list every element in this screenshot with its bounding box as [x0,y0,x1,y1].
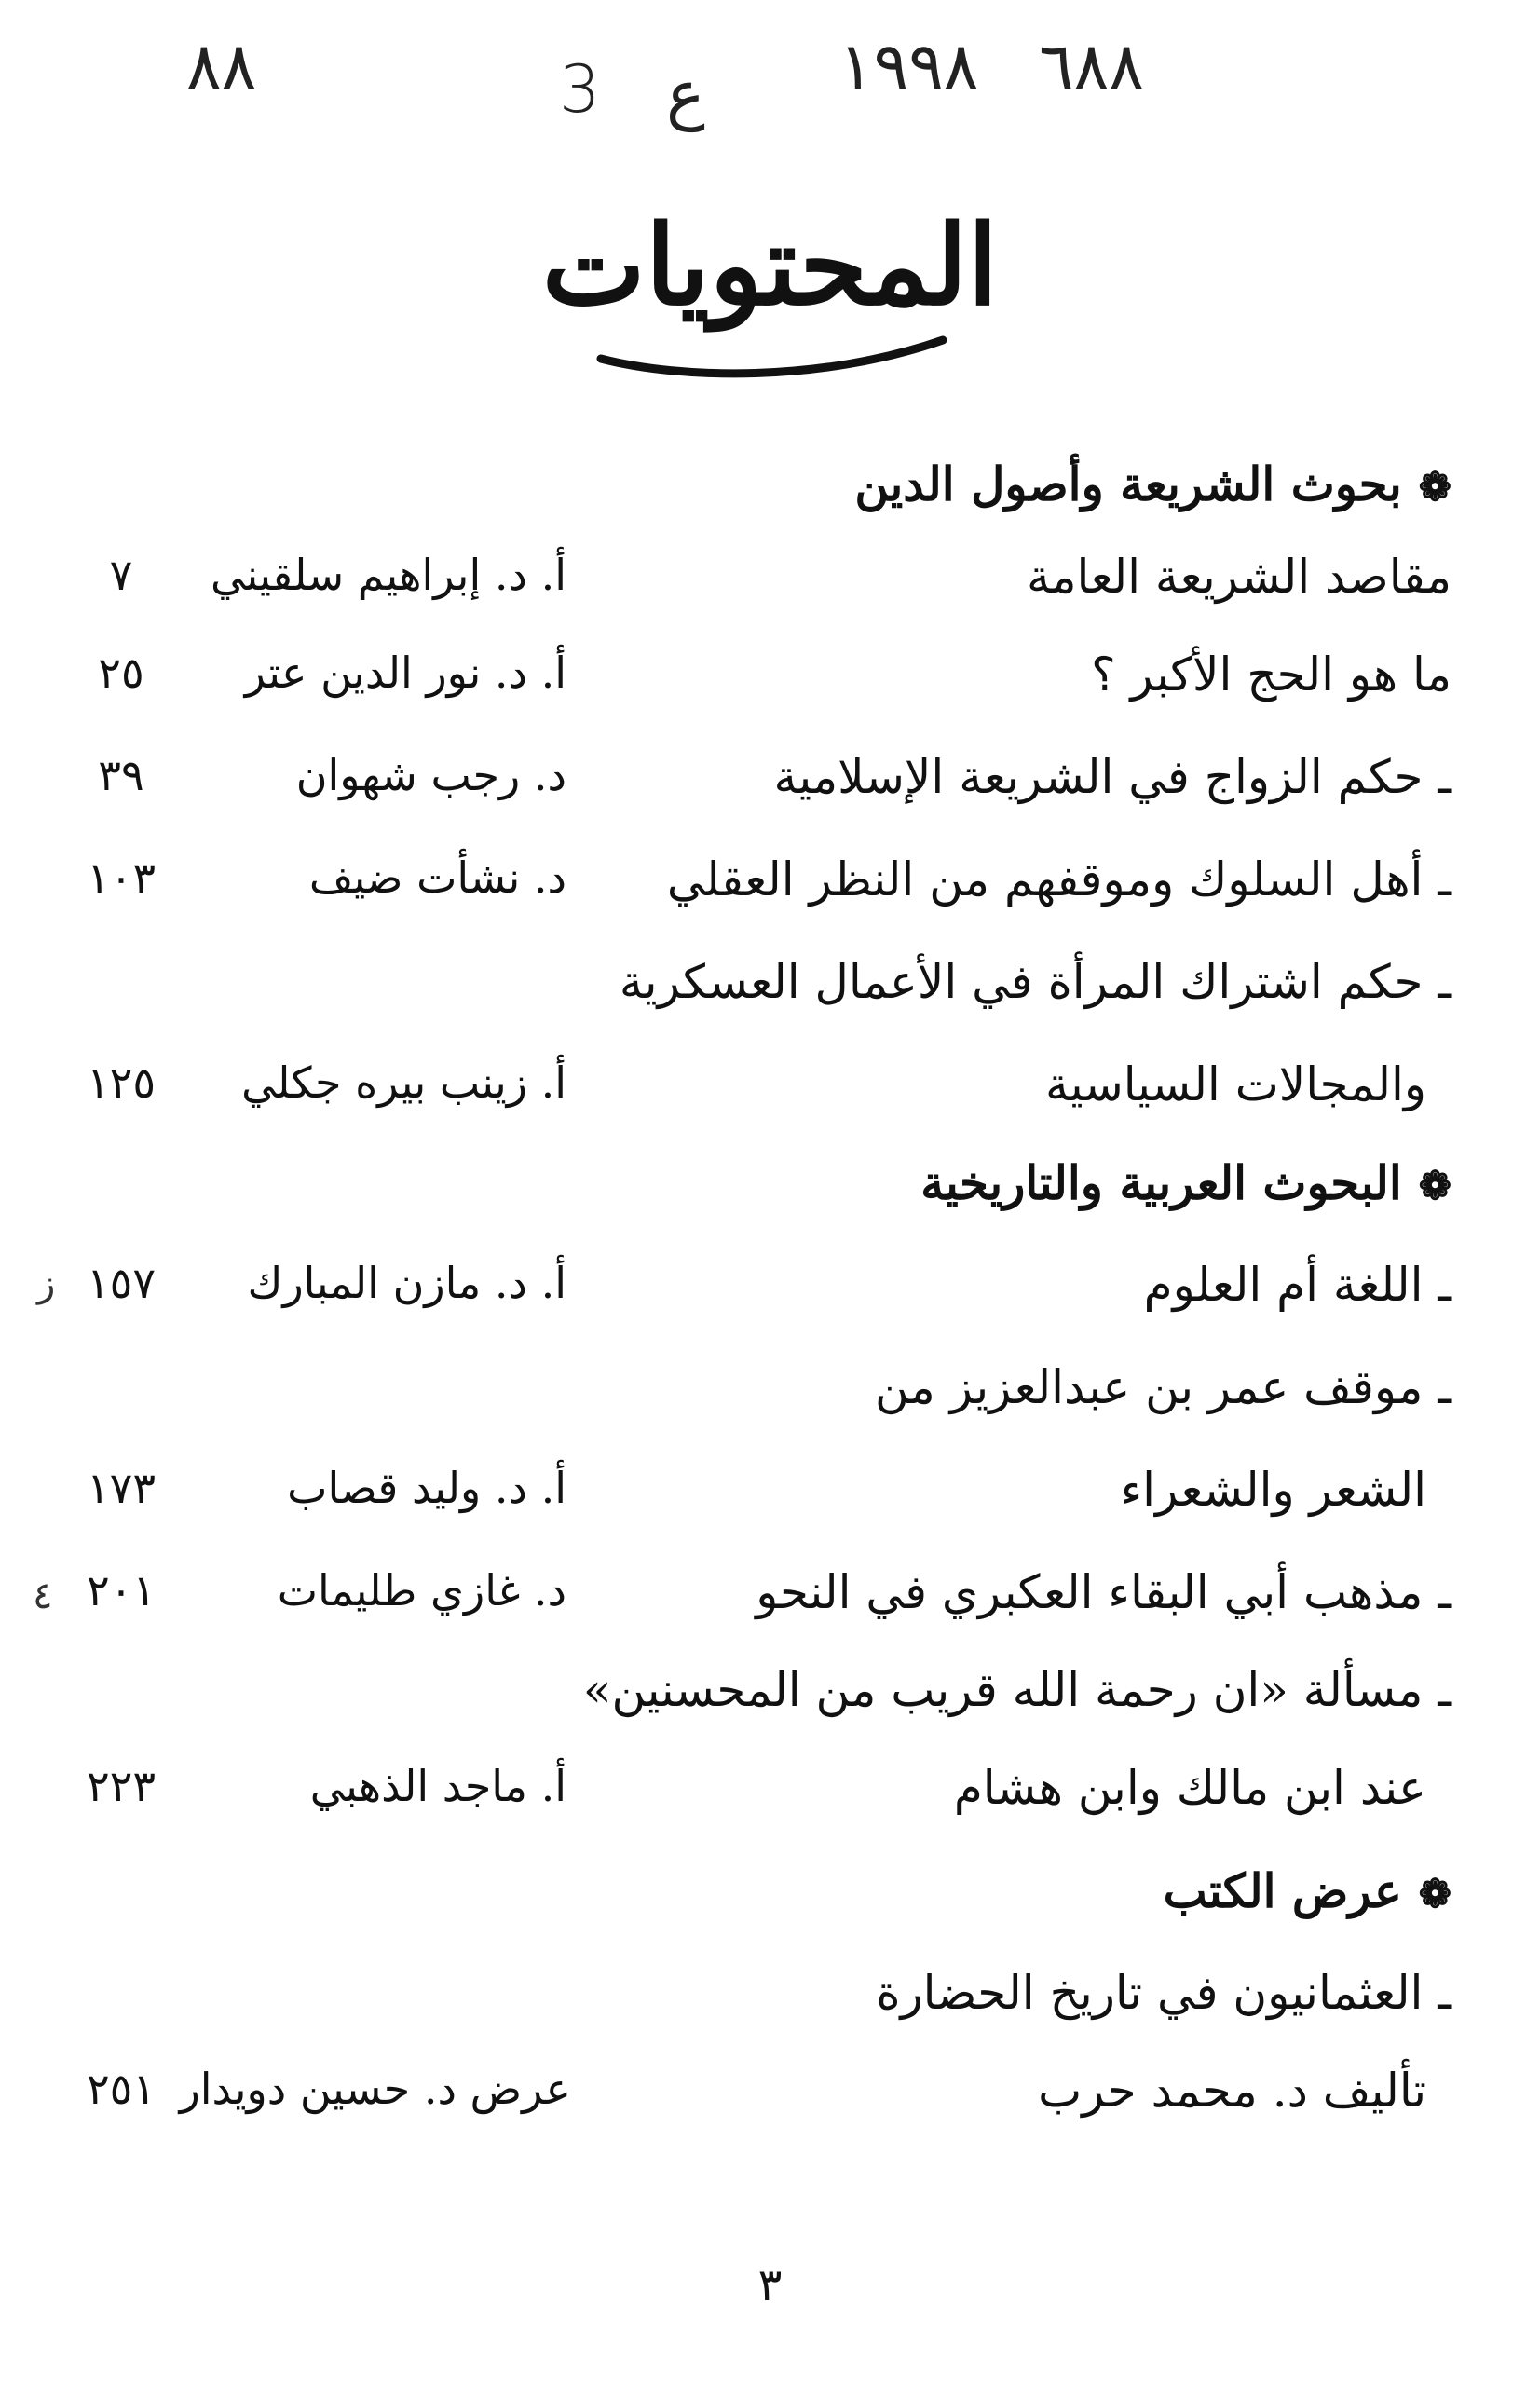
entry-title-continued: الشعر والشعراء [1120,1463,1426,1517]
entry-title: ـ مسألة «ان رحمة الله قريب من المحسنين» [582,1663,1451,1717]
entry-page: ٢٠١ [86,1565,157,1616]
section-heading: ❁عرض الكتب [1163,1863,1451,1918]
section-heading-row [0,457,1540,540]
entry-title: ـ حكم اشتراك المرأة في الأعمال العسكرية [619,955,1451,1009]
entry-page: ١٧٣ [86,1463,157,1513]
section-heading-row [0,1155,1540,1239]
entry-author: عرض د. حسين دويدار [179,2064,571,2114]
entry-author: أ. د. مازن المبارك [247,1258,566,1308]
entry-author: د. نشأت ضيف [308,852,566,903]
toc-entry-line-2 [0,2064,1540,2147]
header-note-3: ع [666,56,705,132]
entry-title: ـ اللغة أم العلوم [1143,1258,1451,1312]
entry-title: مقاصد الشريعة العامة [1026,550,1451,604]
entry-author: أ. د. نور الدين عتر [244,648,566,698]
entry-page: ٢٥١ [86,2064,157,2114]
toc-entry-line-1 [0,1360,1540,1444]
entry-title: ـ حكم الزواج في الشريعة الإسلامية [773,750,1451,804]
page-number: ٣ [757,2259,783,2311]
entry-title: ـ العثمانيون في تاريخ الحضارة [876,1966,1451,2020]
entry-page: ١٠٣ [86,852,157,903]
entry-author: أ. ماجد الذهبي [309,1761,566,1811]
entry-title-continued: عند ابن مالك وابن هشام [953,1761,1426,1815]
section-heading-row [0,1863,1540,1947]
entry-page: ٢٥ [98,648,144,698]
toc-entry-line-2 [0,1761,1540,1845]
entry-title: ـ مذهب أبي البقاء العكبري في النحو [756,1565,1451,1619]
entry-page: ٢٢٣ [86,1761,157,1811]
section-heading: ❁بحوث الشريعة وأصول الدين [854,457,1451,511]
header-note-4: 3 [559,51,601,128]
entry-title: ـ موقف عمر بن عبدالعزيز من [874,1360,1451,1414]
header-note-5: ٨٨ [186,28,257,104]
entry-page: ٧ [109,550,133,600]
margin-mark: ز [37,1262,56,1305]
toc-entry [0,852,1540,936]
entry-title: ـ أهل السلوك وموقفهم من النظر العقلي [666,852,1451,907]
entry-page: ١٢٥ [86,1057,157,1108]
section-heading: ❁البحوث العربية والتاريخية [920,1155,1451,1210]
entry-title: ما هو الحج الأكبر ؟ [1091,648,1451,702]
entry-author: أ. د. وليد قصاب [287,1463,566,1513]
toc-entry-line-1 [0,1663,1540,1747]
entry-author: د. غازي طليمات [277,1565,566,1616]
page-title: المحتويات [541,200,999,330]
entry-page: ٣٩ [98,750,144,800]
toc-entry-line-2 [0,1463,1540,1547]
toc-entry-line-2 [0,1057,1540,1141]
bullet-icon: ❁ [1418,1163,1451,1208]
entry-author: د. رجب شهوان [295,750,566,800]
toc-entry-line-1 [0,1966,1540,2050]
margin-mark: ٤ [33,1575,53,1617]
toc-entry [0,1258,1540,1342]
header-note-1: ٦٨٨ [1039,28,1144,104]
bullet-icon: ❁ [1418,1871,1451,1916]
toc-entry [0,750,1540,834]
entry-page: ١٥٧ [86,1258,157,1308]
bullet-icon: ❁ [1418,464,1451,510]
entry-title-continued: تأليف د. محمد حرب [1038,2064,1426,2118]
title-swash-ornament [596,331,950,387]
header-note-2: ١٩٩٨ [838,28,979,104]
entry-author: أ. د. إبراهيم سلقيني [210,550,566,600]
toc-entry-line-1 [0,955,1540,1039]
entry-author: أ. زينب بيره جكلي [241,1057,566,1108]
toc-entry [0,550,1540,634]
toc-entry [0,648,1540,731]
entry-title-continued: والمجالات السياسية [1044,1057,1426,1111]
toc-entry [0,1565,1540,1649]
